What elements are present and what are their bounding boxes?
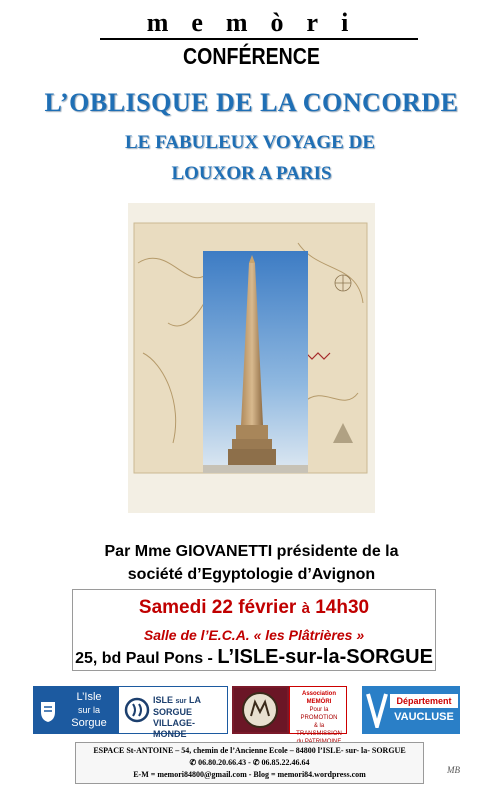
vaucluse-v-icon <box>366 692 388 728</box>
event-time: 14h30 <box>315 597 370 618</box>
association-line-2: & la TRANSMISSION <box>296 723 342 737</box>
event-city: L’ISLE-sur-la-SORGUE <box>217 646 433 668</box>
title-line-2: LE FABULEUX VOYAGE DE <box>124 132 375 153</box>
village-emblem-icon <box>124 697 150 723</box>
memori-emblem-logo <box>232 686 289 734</box>
event-date <box>72 597 436 619</box>
event-venue: Salle de l’E.C.A. « les Plâtrières » <box>143 627 365 643</box>
footer-contacts: E-M = memori84800@gmail.com - Blog = memori84.wordpress.com <box>133 770 366 779</box>
footer-address: ESPACE St-ANTOINE – 54, chemin de l’Ancienne Ecole – 84800 l’ISLE- sur- la- SORGUE <box>93 746 406 755</box>
isle-logo-line-2: sur la <box>77 705 100 715</box>
isle-sur-la-sorgue-logo <box>33 686 118 734</box>
event-address <box>72 646 436 669</box>
title-line-3: LOUXOR A PARIS <box>171 163 332 184</box>
contact-footer <box>75 742 424 784</box>
village-logo-line-3: VILLAGE-MONDE <box>153 718 195 739</box>
village-logo-line-2: LA SORGUE <box>153 695 201 717</box>
village-logo-small: sur <box>175 698 187 705</box>
speaker-line-2: société d’Egyptologie d’Avignon <box>127 566 376 583</box>
isle-logo-line-3: Sorgue <box>71 717 107 729</box>
association-line-1: Pour la PROMOTION <box>300 707 338 721</box>
obelisk-illustration <box>128 203 375 513</box>
village-monde-logo <box>118 686 228 739</box>
town-emblem-icon <box>39 700 57 722</box>
brand-name: memòri <box>146 8 372 37</box>
title-line-1: L’OBLISQUE DE LA CONCORDE <box>44 88 459 117</box>
speaker-line-1: Par Mme GIOVANETTI présidente de la <box>104 543 399 560</box>
signature: MB <box>447 765 460 775</box>
event-type: CONFÉRENCE <box>183 43 320 69</box>
association-memori-logo <box>289 686 347 737</box>
event-day-date: Samedi 22 février <box>138 597 297 618</box>
brand-underline <box>100 38 418 40</box>
footer-phones: ✆ 06.80.20.66.43 - ✆ 06.85.22.46.64 <box>189 758 310 767</box>
event-at: à <box>301 600 310 617</box>
association-name: Association MEMÒRI <box>301 691 336 705</box>
village-logo-line-1: ISLE <box>153 695 174 705</box>
memori-emblem-icon <box>234 688 287 732</box>
isle-logo-line-1: L’Isle <box>76 691 102 703</box>
event-street: 25, bd Paul Pons - <box>75 650 213 667</box>
vaucluse-department-logo <box>362 686 460 734</box>
department-name: VAUCLUSE <box>394 711 454 723</box>
department-label: Département <box>390 694 458 708</box>
